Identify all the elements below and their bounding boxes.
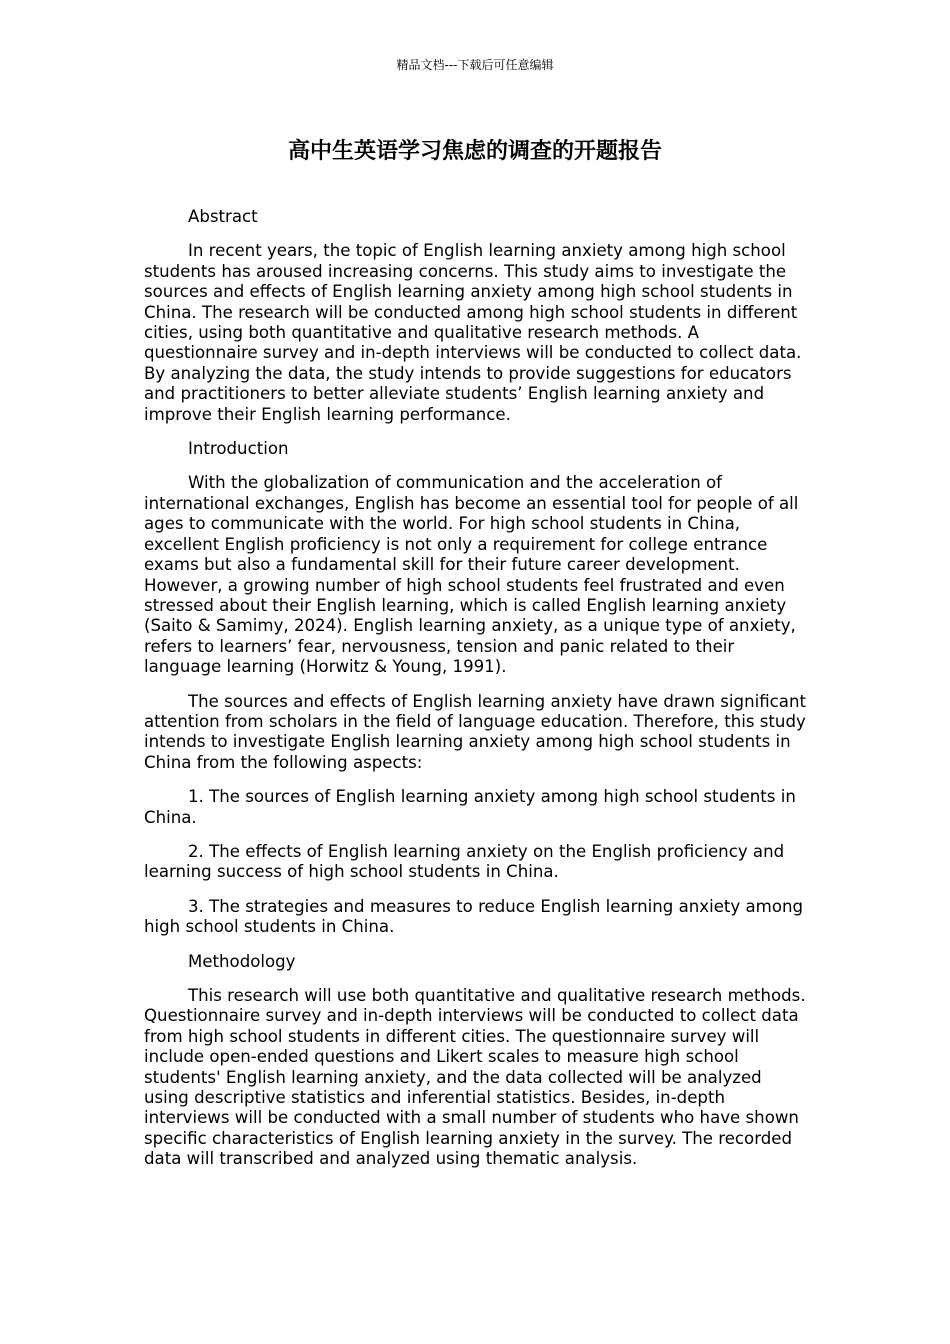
introduction-heading: Introduction [188, 439, 289, 459]
document-body [144, 207, 806, 1184]
aspect-item-3: 3. The strategies and measures to reduce English learning anxiety among high school students in China. [144, 896, 804, 937]
introduction-paragraph-1: With the globalization of communication and the acceleration of international exchanges, English has become an essential tool for people of all ages to communicate with the world. For high school students in China, excellent English proficiency is not only a requirement for college entrance exams but also a fundamental skill for their future career development. However, a growing number of high school students feel frustrated and even stressed about their English learning, which is called English learning anxiety (Saito & Samimy, 2024). English learning anxiety, as a unique type of anxiety, refers to learners’ fear, nervousness, tension and panic related to their language learning (Horwitz & Young, 1991). [144, 473, 799, 677]
document-title: 高中生英语学习焦虑的调查的开题报告 [287, 139, 662, 164]
aspect-item-1: 1. The sources of English learning anxiety among high school students in China. [144, 787, 796, 827]
methodology-heading: Methodology [188, 951, 296, 971]
methodology-paragraph: This research will use both quantitative and qualitative research methods. Questionnaire survey and in-depth interviews will be conducted to collect data from high school students in different cities. The questionnaire survey will include open-ended questions and Likert scales to measure high school students' English learning anxiety, and the data collected will be analyzed using descriptive statistics and inferential statistics. Besides, in-depth interviews will be conducted with a small number of students who have shown specific characteristics of English learning anxiety in the survey. The recorded data will transcribed and analyzed using thematic analysis. [144, 986, 806, 1169]
aspect-item-2: 2. The effects of English learning anxiety on the English proficiency and learning success of high school students in China. [144, 841, 785, 882]
abstract-heading: Abstract [188, 207, 258, 226]
abstract-paragraph: In recent years, the topic of English learning anxiety among high school students has aroused increasing concerns. This study aims to investigate the sources and effects of English learning anxiety among high school students in China. The research will be conducted among high school students in different cities, using both quantitative and qualitative research methods. A questionnaire survey and in-depth interviews will be conducted to collect data. By analyzing the data, the study intends to provide suggestions for educators and practitioners to better alleviate students’ English learning anxiety and improve their English learning performance. [144, 241, 802, 424]
introduction-paragraph-2: The sources and effects of English learning anxiety have drawn significant attention from scholars in the field of language education. Therefore, this study intends to investigate English learning anxiety among high school students in China from the following aspects: [144, 691, 806, 772]
header-note: 精品文档---下载后可任意编辑 [396, 58, 554, 72]
